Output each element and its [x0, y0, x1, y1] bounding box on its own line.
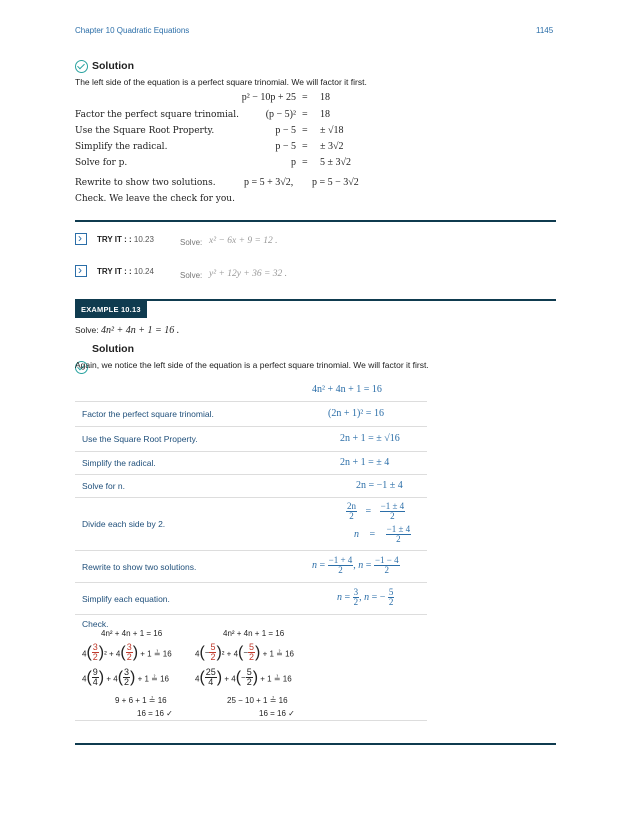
step-rhs: 5 ± 3√2	[320, 157, 351, 168]
step-lhs: p	[291, 157, 296, 168]
divide-equation-2: n = $\frac{-1 \pm 4}{2}$	[354, 524, 411, 544]
step-label: Simplify the radical.	[75, 142, 168, 152]
step-label: Solve for p.	[75, 158, 128, 168]
step-op: =	[302, 109, 308, 120]
try-it-label: TRY IT : : 10.23	[97, 235, 154, 244]
divide-equation-1: $\frac{2n}{2}$ = $\frac{-1 \pm 4}{2}$	[347, 501, 405, 521]
row-label: Use the Square Root Property.	[82, 434, 198, 444]
step-op: =	[302, 92, 308, 103]
row-label: Factor the perfect square trinomial.	[82, 409, 214, 419]
row-divider	[75, 426, 427, 427]
page-number: 1145	[536, 26, 554, 35]
step-lhs: p² − 10p + 25	[241, 92, 296, 103]
row-divider	[75, 614, 427, 615]
check-left-sum: 9 + 6 + 1 ≟ 16	[115, 696, 167, 705]
row-divider	[75, 451, 427, 452]
example-solution-heading: Solution	[92, 343, 134, 355]
example-solution-intro: Again, we notice the left side of the equation is a perfect square trinomial. We will factor it first.	[75, 360, 429, 370]
check-note: Check. We leave the check for you.	[75, 194, 235, 204]
rewrite-eq-1: p = 5 + 3√2,	[244, 177, 294, 188]
row-label: Divide each side by 2.	[82, 519, 166, 529]
try-it-solve-label: Solve:	[180, 271, 203, 280]
solution-intro: The left side of the equation is a perfect square trinomial. We will factor it first.	[75, 77, 367, 87]
row-divider	[75, 582, 427, 583]
row-equation: 2n + 1 = ± √16	[340, 433, 400, 444]
step-lhs: p − 5	[275, 125, 296, 136]
row-divider	[75, 497, 427, 498]
try-it-expand-button[interactable]	[75, 265, 87, 277]
try-it-equation: x² − 6x + 9 = 12 .	[209, 236, 278, 246]
check-left-result: 16 = 16 ✓	[137, 709, 173, 718]
step-rhs: ± √18	[320, 125, 344, 136]
try-it-expand-button[interactable]	[75, 233, 87, 245]
check-right-result: 16 = 16 ✓	[259, 709, 295, 718]
step-rhs: 18	[320, 92, 330, 103]
section-divider	[75, 220, 556, 222]
check-label: Check.	[82, 619, 109, 629]
solution-heading: Solution	[92, 60, 134, 72]
check-left-square: 4 ( $\frac{9}{4}$ ) + 4 ( $\frac{3}{2}$ ) + 1 ≟ 16	[82, 667, 169, 687]
step-label: Use the Square Root Property.	[75, 126, 215, 136]
step-label: Rewrite to show two solutions.	[75, 178, 216, 188]
simplify-equations: n = $\frac{3}{2}$ , n = − $\frac{5}{2}$	[337, 587, 394, 607]
example-divider	[75, 299, 556, 301]
row-equation: 2n = −1 ± 4	[356, 480, 403, 491]
chapter-header: Chapter 10 Quadratic Equations	[75, 26, 190, 35]
check-right-square: 4 ( $\frac{25}{4}$ ) + 4 ( − $\frac{5}{2}$ ) + 1 ≟ 16	[195, 667, 292, 687]
step-op: =	[302, 157, 308, 168]
row-equation: 2n + 1 = ± 4	[340, 457, 390, 468]
row-label: Rewrite to show two solutions.	[82, 562, 197, 572]
step-lhs: p − 5	[275, 141, 296, 152]
row-label: Simplify each equation.	[82, 594, 170, 604]
try-it-solve-label: Solve:	[180, 238, 203, 247]
rewrite-equations: n = $\frac{-1 + 4}{2}$ , n = $\frac{-1 - 4}{2}$	[312, 555, 399, 575]
check-right-substitution: 4 ( − $\frac{5}{2}$ ) ² + 4 ( − $\frac{5}{2}$ ) + 1 ≟ 16	[195, 642, 294, 662]
step-op: =	[302, 125, 308, 136]
row-divider	[75, 474, 427, 475]
row-divider	[75, 550, 427, 551]
row-divider	[75, 401, 427, 402]
row-equation: (2n + 1)² = 16	[328, 408, 384, 419]
try-it-label: TRY IT : : 10.24	[97, 267, 154, 276]
row-divider	[75, 720, 427, 721]
try-it-equation: y² + 12y + 36 = 32 .	[209, 269, 288, 279]
row-label: Simplify the radical.	[82, 458, 156, 468]
check-right-equation: 4n² + 4n + 1 = 16	[223, 629, 285, 638]
rewrite-eq-2: p = 5 − 3√2	[312, 177, 359, 188]
step-op: =	[302, 141, 308, 152]
example-problem: Solve: 4n² + 4n + 1 = 16 .	[75, 325, 180, 336]
step-label: Factor the perfect square trinomial.	[75, 110, 239, 120]
step-rhs: ± 3√2	[320, 141, 344, 152]
check-left-equation: 4n² + 4n + 1 = 16	[101, 629, 163, 638]
step-lhs: (p − 5)²	[265, 109, 296, 120]
example-end-divider	[75, 743, 556, 745]
first-equation: 4n² + 4n + 1 = 16	[312, 384, 382, 395]
check-circle-icon	[75, 60, 88, 73]
row-label: Solve for n.	[82, 481, 125, 491]
check-left-substitution: 4 ( $\frac{3}{2}$ ) ² + 4 ( $\frac{3}{2}$ ) + 1 ≟ 16	[82, 642, 172, 662]
check-right-sum: 25 − 10 + 1 ≟ 16	[227, 696, 288, 705]
step-rhs: 18	[320, 109, 330, 120]
example-tag: EXAMPLE 10.13	[75, 301, 147, 318]
